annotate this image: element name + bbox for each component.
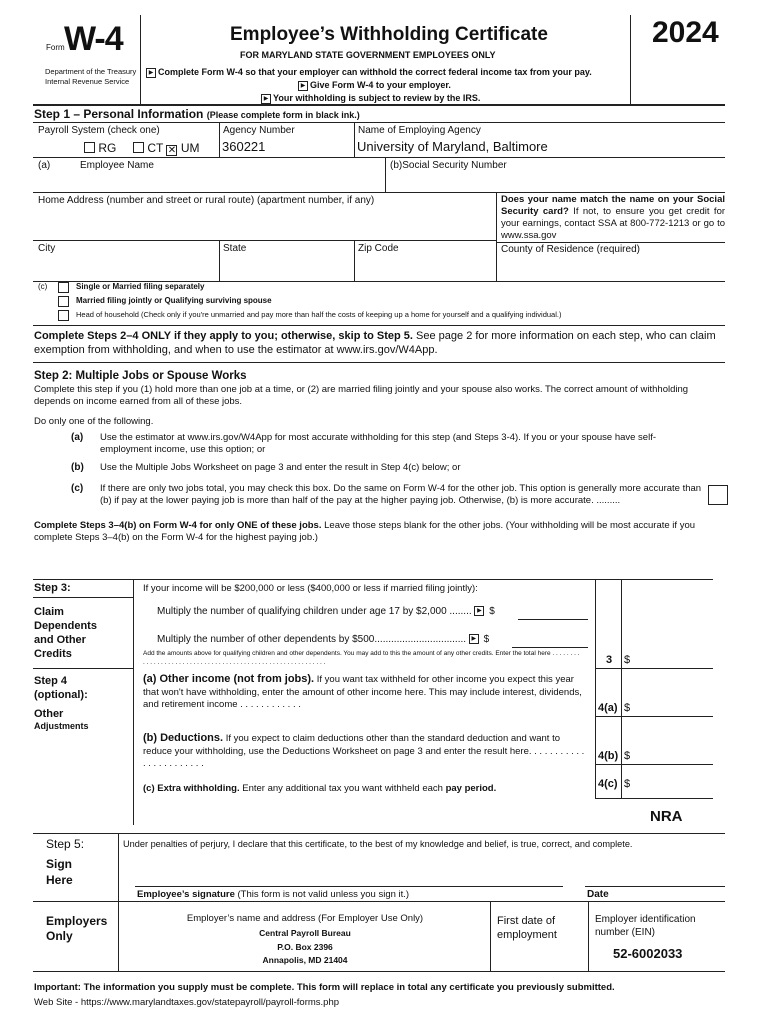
agency-number-value[interactable]: 360221 (222, 139, 266, 154)
step2-do-one: Do only one of the following. (34, 416, 154, 427)
children-line: Multiply the number of qualifying children under age 17 by $2,000 ........ ▶ $ (157, 606, 495, 617)
step3-intro: If your income will be $200,000 or less ($400,000 or less if married filing jointly): (143, 583, 478, 594)
step5-label: Step 5: (46, 837, 85, 851)
instruction-2: ▶ Give Form W-4 to your employer. (298, 80, 451, 91)
two-jobs-checkbox[interactable] (708, 485, 728, 505)
step2-b-label: (b) (71, 462, 84, 473)
arrow-icon: ▶ (469, 634, 479, 644)
step2-a-label: (a) (71, 432, 84, 443)
employers-label: Employers Only (46, 914, 108, 943)
instruction-1: ▶ Complete Form W-4 so that your employer can withhold the correct federal income tax from your pay. (146, 67, 592, 78)
step4b-text: (b) Deductions. If you expect to claim deductions other than the standard deduction and want to reduce your withholding, use the Deductions Worksheet on page 3 and enter the result here. . . . . . . . . . . . . . . . . . . . . . . (143, 732, 585, 769)
penalty-statement: Under penalties of perjury, I declare that this certificate, to the best of my knowledge and belief, is true, correct, and complete. (123, 839, 633, 849)
line-4c-dollar: $ (624, 778, 631, 790)
arrow-icon: ▶ (261, 94, 271, 104)
um-checkbox[interactable]: ✕ (167, 145, 177, 156)
ein-value: 52-6002033 (613, 946, 683, 961)
step2-a-text: Use the estimator at www.irs.gov/W4App for most accurate withholding for this step (and Steps 3-4). If you or your spouse have self-employment income, use this option; or (100, 432, 657, 455)
form-year: 2024 (652, 16, 719, 49)
single-checkbox[interactable] (58, 282, 69, 293)
arrow-icon: ▶ (474, 606, 484, 616)
city-label: City (38, 243, 56, 254)
line-3-dollar: $ (624, 654, 631, 666)
step3-label: Step 3: (34, 582, 71, 594)
ssn-note: Does your name match the name on your Social Security card? If not, to ensure you get credit for your earnings, contact SSA at 800-772-1213 or go to www.ssa.gov (501, 194, 726, 241)
form-label: Form (46, 43, 65, 52)
step4c-text: (c) Extra withholding. Enter any additional tax you want withheld each pay period. (143, 783, 497, 794)
employing-agency-label: Name of Employing Agency (358, 125, 481, 136)
date-field[interactable] (585, 870, 725, 887)
employer-address: Central Payroll Bureau P.O. Box 2396 Annapolis, MD 21404 (259, 928, 351, 965)
form-title: Employee’s Withholding Certificate (230, 24, 548, 45)
ct-checkbox[interactable] (133, 142, 144, 153)
payroll-system-label: Payroll System (check one) (38, 125, 160, 136)
nra-stamp: NRA (650, 808, 683, 825)
step2-intro: Complete this step if you (1) hold more than one job at a time, or (2) are married filing jointly and your spouse also works. The correct amount of withholding depends on income earned from all of these jobs. (34, 384, 689, 407)
step1-heading: Step 1 – Personal Information (Please complete form in black ink.) (34, 107, 360, 121)
arrow-icon: ▶ (298, 81, 308, 91)
step2-note: Complete Steps 3–4(b) on Form W-4 for only ONE of these jobs. Leave those steps blank for the other jobs. (Your withholding will be most accurate if you complete Steps 3–4(b) on the Form W-4 for the highest paying job.) (34, 520, 696, 543)
line-4c-num: 4(c) (598, 778, 618, 790)
dept-irs: Internal Revenue Service (45, 77, 130, 86)
county-label: County of Residence (required) (501, 244, 640, 255)
married-checkbox[interactable] (58, 296, 69, 307)
line-3-num: 3 (606, 654, 613, 666)
step2-c-label: (c) (71, 483, 84, 494)
arrow-icon: ▶ (146, 68, 156, 78)
line-4b-num: 4(b) (598, 750, 619, 762)
step4-adjustments: Adjustments (34, 721, 89, 731)
employing-agency-value[interactable]: University of Maryland, Baltimore (357, 139, 548, 154)
footer-note: Important: The information you supply must be complete. This form will replace in total any certificate you previously submitted. Web Site - https://www.marylandtaxes.gov/statepayroll/payroll-forms.php (34, 982, 615, 1008)
single-label: Single or Married filing separately (76, 282, 205, 291)
home-address-label: Home Address (number and street or rural route) (apartment number, if any) (38, 195, 375, 206)
ein-label: Employer identification number (EIN) (595, 914, 696, 938)
agency-number-label: Agency Number (223, 125, 295, 136)
step2-b-text: Use the Multiple Jobs Worksheet on page 3 and enter the result in Step 4(c) below; or (100, 462, 461, 473)
step2-heading: Step 2: Multiple Jobs or Spouse Works (34, 370, 247, 382)
c-label: (c) (38, 282, 48, 291)
step3-add-note: Add the amounts above for qualifying children and other dependents. You may add to this the amount of any other credits. Enter the total here . . . . . . . . . . . . . . . . . . . . . . . . . . . . . . . . . . . . . . . . . . . . . . . . . . . . . . . . . . . (143, 650, 580, 666)
step5-sign: Sign (46, 857, 72, 871)
line-4a-num: 4(a) (598, 702, 618, 714)
step4-other: Other (34, 708, 64, 720)
step4-label: Step 4 (optional): (34, 675, 88, 701)
married-label: Married filing jointly or Qualifying surviving spouse (76, 296, 272, 305)
children-amount-field[interactable] (518, 605, 588, 620)
head-of-household-label: Head of household (Check only if you're unmarried and pay more than half the costs of keeping up a home for yourself and a qualifying individual.) (76, 310, 562, 319)
step3-side: Claim Dependents and Other Credits (34, 606, 97, 660)
step5-here: Here (46, 873, 73, 887)
head-of-household-checkbox[interactable] (58, 310, 69, 321)
first-date-label: First date of employment (497, 915, 557, 941)
line-4a-dollar: $ (624, 702, 631, 714)
dependents-amount-field[interactable] (512, 633, 588, 648)
zip-label: Zip Code (358, 243, 399, 254)
payroll-options (84, 141, 200, 155)
form-number: W-4 (64, 20, 123, 58)
um-label: UM (180, 141, 200, 155)
signature-field[interactable] (135, 870, 563, 887)
steps-note: Complete Steps 2–4 ONLY if they apply to you; otherwise, skip to Step 5. See page 2 for more information on each step, who can claim exemption from withholding, and when to use the estimator at www.irs.gov/W4App. (34, 330, 716, 356)
form-subtitle: FOR MARYLAND STATE GOVERNMENT EMPLOYEES ONLY (240, 50, 496, 60)
instruction-3: ▶ Your withholding is subject to review by the IRS. (261, 93, 480, 104)
line-4b-dollar: $ (624, 750, 631, 762)
rg-checkbox[interactable] (84, 142, 95, 153)
ssn-label: (b)Social Security Number (390, 160, 507, 171)
state-label: State (223, 243, 247, 254)
step4a-text: (a) Other income (not from jobs). If you want tax withheld for other income you expect this year that won't have withholding, enter the amount of other income here. This may include interest, dividends, and retirement income . . . . . . . . . . . . (143, 673, 582, 710)
signature-label: Employee’s signature (This form is not valid unless you sign it.) (137, 889, 410, 900)
a-label: (a) (38, 160, 51, 171)
dependents-line: Multiply the number of other dependents by $500................................. ▶ $ (157, 634, 490, 645)
rg-label: RG (98, 141, 117, 155)
ct-label: CT (147, 141, 164, 155)
employer-name-label: Employer’s name and address (For Employer Use Only) (186, 913, 424, 924)
employee-name-label: Employee Name (80, 160, 154, 171)
date-label: Date (587, 889, 609, 900)
step2-c-text: If there are only two jobs total, you may check this box. Do the same on Form W-4 for the other job. This option is generally more accurate than (b) if pay at the lower paying job is more than half of the pay at the higher paying job. Otherwise, (b) is more accurate. ......... (100, 483, 702, 506)
dept-treasury: Department of the Treasury (45, 67, 137, 76)
